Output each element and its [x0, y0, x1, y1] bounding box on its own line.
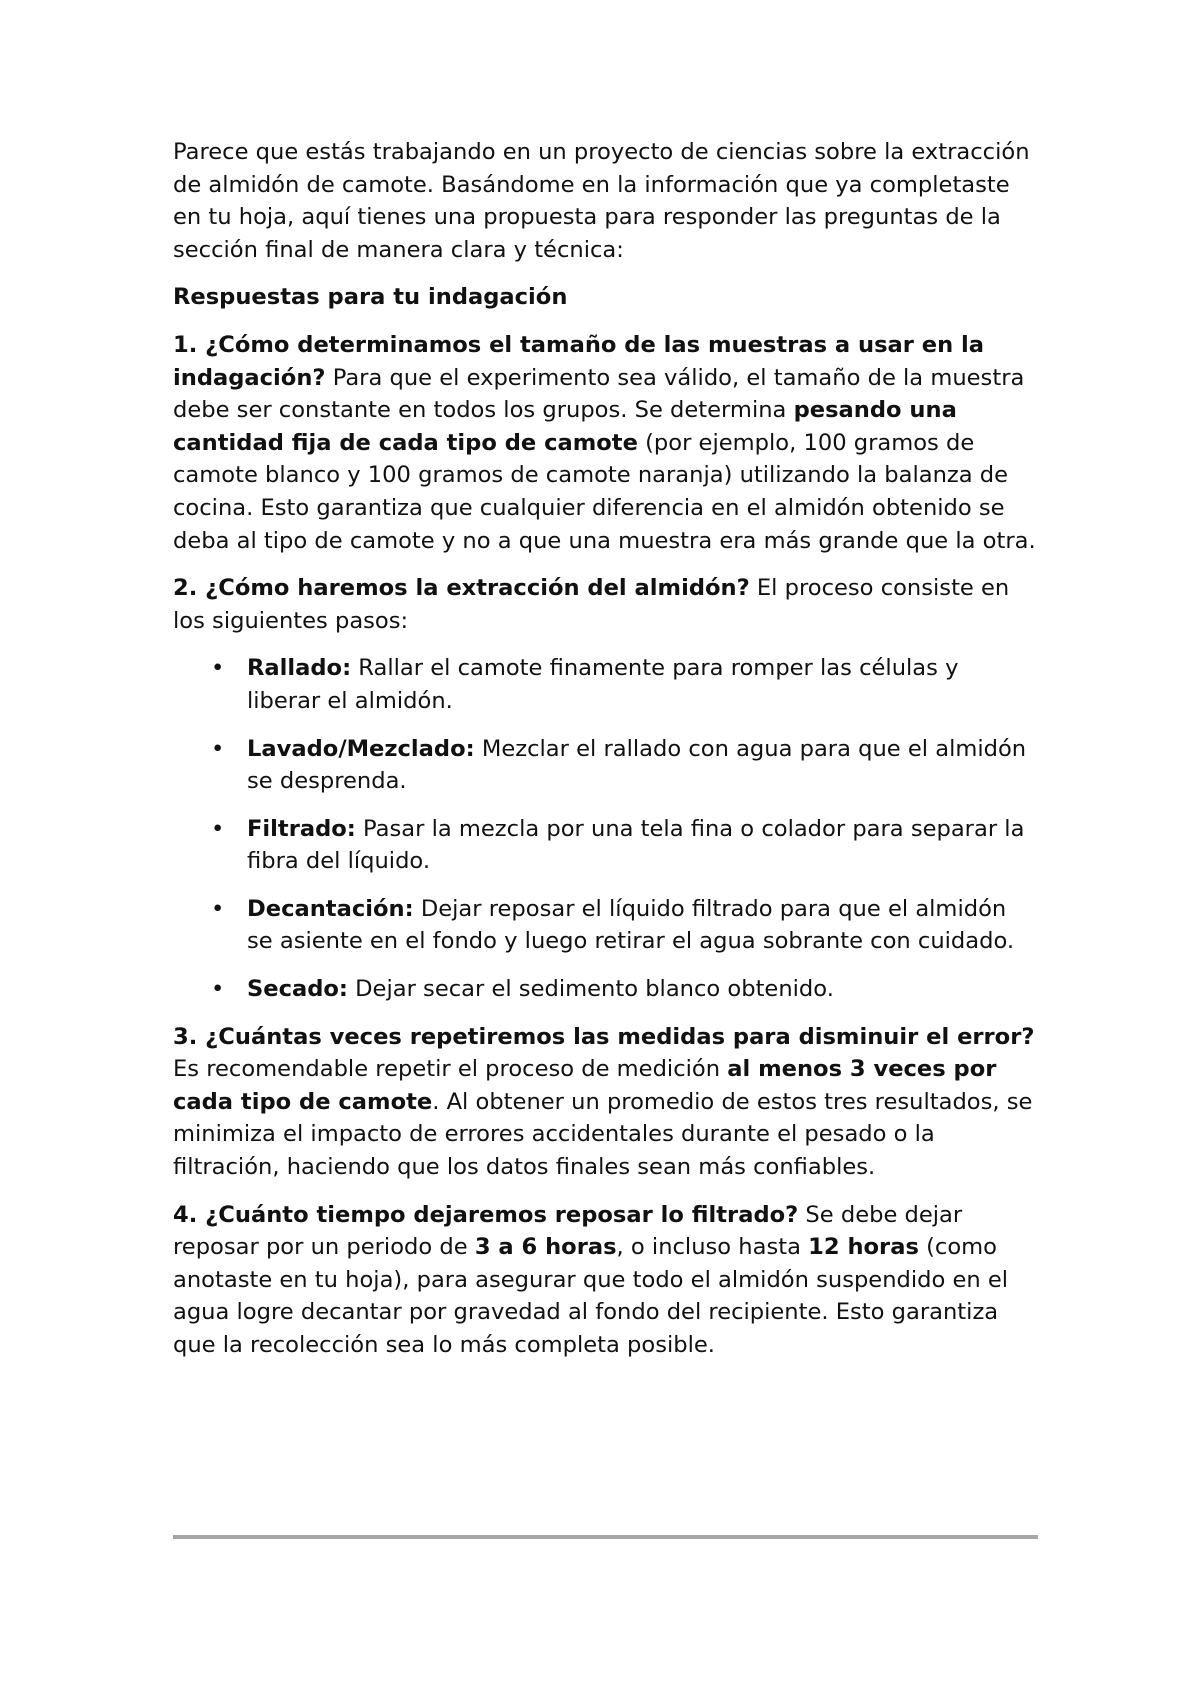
- answer-4: [173, 1199, 1038, 1362]
- section-heading: Respuestas para tu indagación: [173, 284, 568, 311]
- horizontal-divider: [173, 1535, 1038, 1539]
- step-label: Secado:: [247, 976, 348, 1003]
- answer-2-text: El proceso consiste en los siguientes pasos:: [173, 575, 1010, 634]
- answer-1: [173, 329, 1038, 557]
- list-item: [173, 893, 1038, 958]
- list-item: [173, 813, 1038, 878]
- answer-4-emphasis-1: 3 a 6 horas: [474, 1234, 617, 1261]
- step-text: Dejar reposar el líquido filtrado para que el almidón se asiente en el fondo y luego retirar el agua sobrante con cuidado.: [247, 895, 1015, 955]
- list-item: [173, 973, 1038, 1006]
- answer-3-text: Es recomendable repetir el proceso de medición: [173, 1056, 728, 1083]
- extraction-steps-list: [173, 652, 1038, 1005]
- list-item: [173, 652, 1038, 717]
- step-label: Filtrado:: [247, 815, 356, 842]
- answer-1-text: Para que el experimento sea válido, el tamaño de la muestra debe ser constante en todos los grupos. Se determina: [173, 364, 1025, 424]
- answer-3-emphasis: al menos 3 veces por cada tipo de camote: [173, 1056, 997, 1115]
- step-text: Pasar la mezcla por una tela fina o colador para separar la fibra del líquido.: [247, 815, 1025, 875]
- question-4: 4. ¿Cuánto tiempo dejaremos reposar lo filtrado?: [173, 1201, 799, 1228]
- answer-4-emphasis-2: 12 horas: [808, 1234, 919, 1261]
- step-text: Rallar el camote finamente para romper las células y liberar el almidón.: [247, 655, 959, 714]
- question-1: 1. ¿Cómo determinamos el tamaño de las muestras a usar en la indagación?: [173, 331, 985, 391]
- step-text: Dejar secar el sedimento blanco obtenido.: [347, 976, 834, 1003]
- bullet-icon: •: [211, 895, 225, 922]
- answer-1-text-cont: (por ejemplo, 100 gramos de camote blanco y 100 gramos de camote naranja) utilizando la balanza de cocina. Esto garantiza que cualquier diferencia en el almidón obtenido se deba al tipo de camote y no a que una muestra era más grande que la otra.: [173, 429, 1036, 554]
- list-item: [173, 733, 1038, 798]
- bullet-icon: •: [211, 655, 225, 682]
- step-label: Decantación:: [247, 895, 414, 922]
- question-3: 3. ¿Cuántas veces repetiremos las medidas para disminuir el error?: [173, 1023, 1035, 1050]
- answer-3-text-cont: . Al obtener un promedio de estos tres resultados, se minimiza el impacto de errores accidentales durante el pesado o la filtración, haciendo que los datos finales sean más confiables.: [173, 1088, 1033, 1181]
- answer-3: [173, 1021, 1038, 1184]
- bullet-icon: •: [211, 815, 225, 842]
- answer-4-text: Se debe dejar reposar por un periodo de: [173, 1201, 963, 1261]
- bullet-icon: •: [211, 976, 225, 1003]
- answer-4-text-end: (como anotaste en tu hoja), para asegurar que todo el almidón suspendido en el agua logre decantar por gravedad al fondo del recipiente. Esto garantiza que la recolección sea lo más completa posible.: [173, 1234, 1009, 1358]
- answer-4-text-cont: , o incluso hasta: [616, 1234, 809, 1261]
- document-body: [173, 136, 1038, 1377]
- step-label: Lavado/Mezclado:: [247, 735, 475, 762]
- answer-2: [173, 572, 1038, 637]
- step-text: Mezclar el rallado con agua para que el almidón se desprenda.: [247, 735, 1027, 795]
- step-label: Rallado:: [247, 655, 352, 682]
- question-2: 2. ¿Cómo haremos la extracción del almidón?: [173, 575, 750, 602]
- answer-1-emphasis: pesando una cantidad fija de cada tipo de camote: [173, 397, 957, 456]
- intro-paragraph: Parece que estás trabajando en un proyecto de ciencias sobre la extracción de almidón de camote. Basándome en la información que ya completaste en tu hoja, aquí tienes una propuesta para responder las preguntas de la sección final de manera clara y técnica:: [173, 139, 1030, 263]
- bullet-icon: •: [211, 735, 225, 762]
